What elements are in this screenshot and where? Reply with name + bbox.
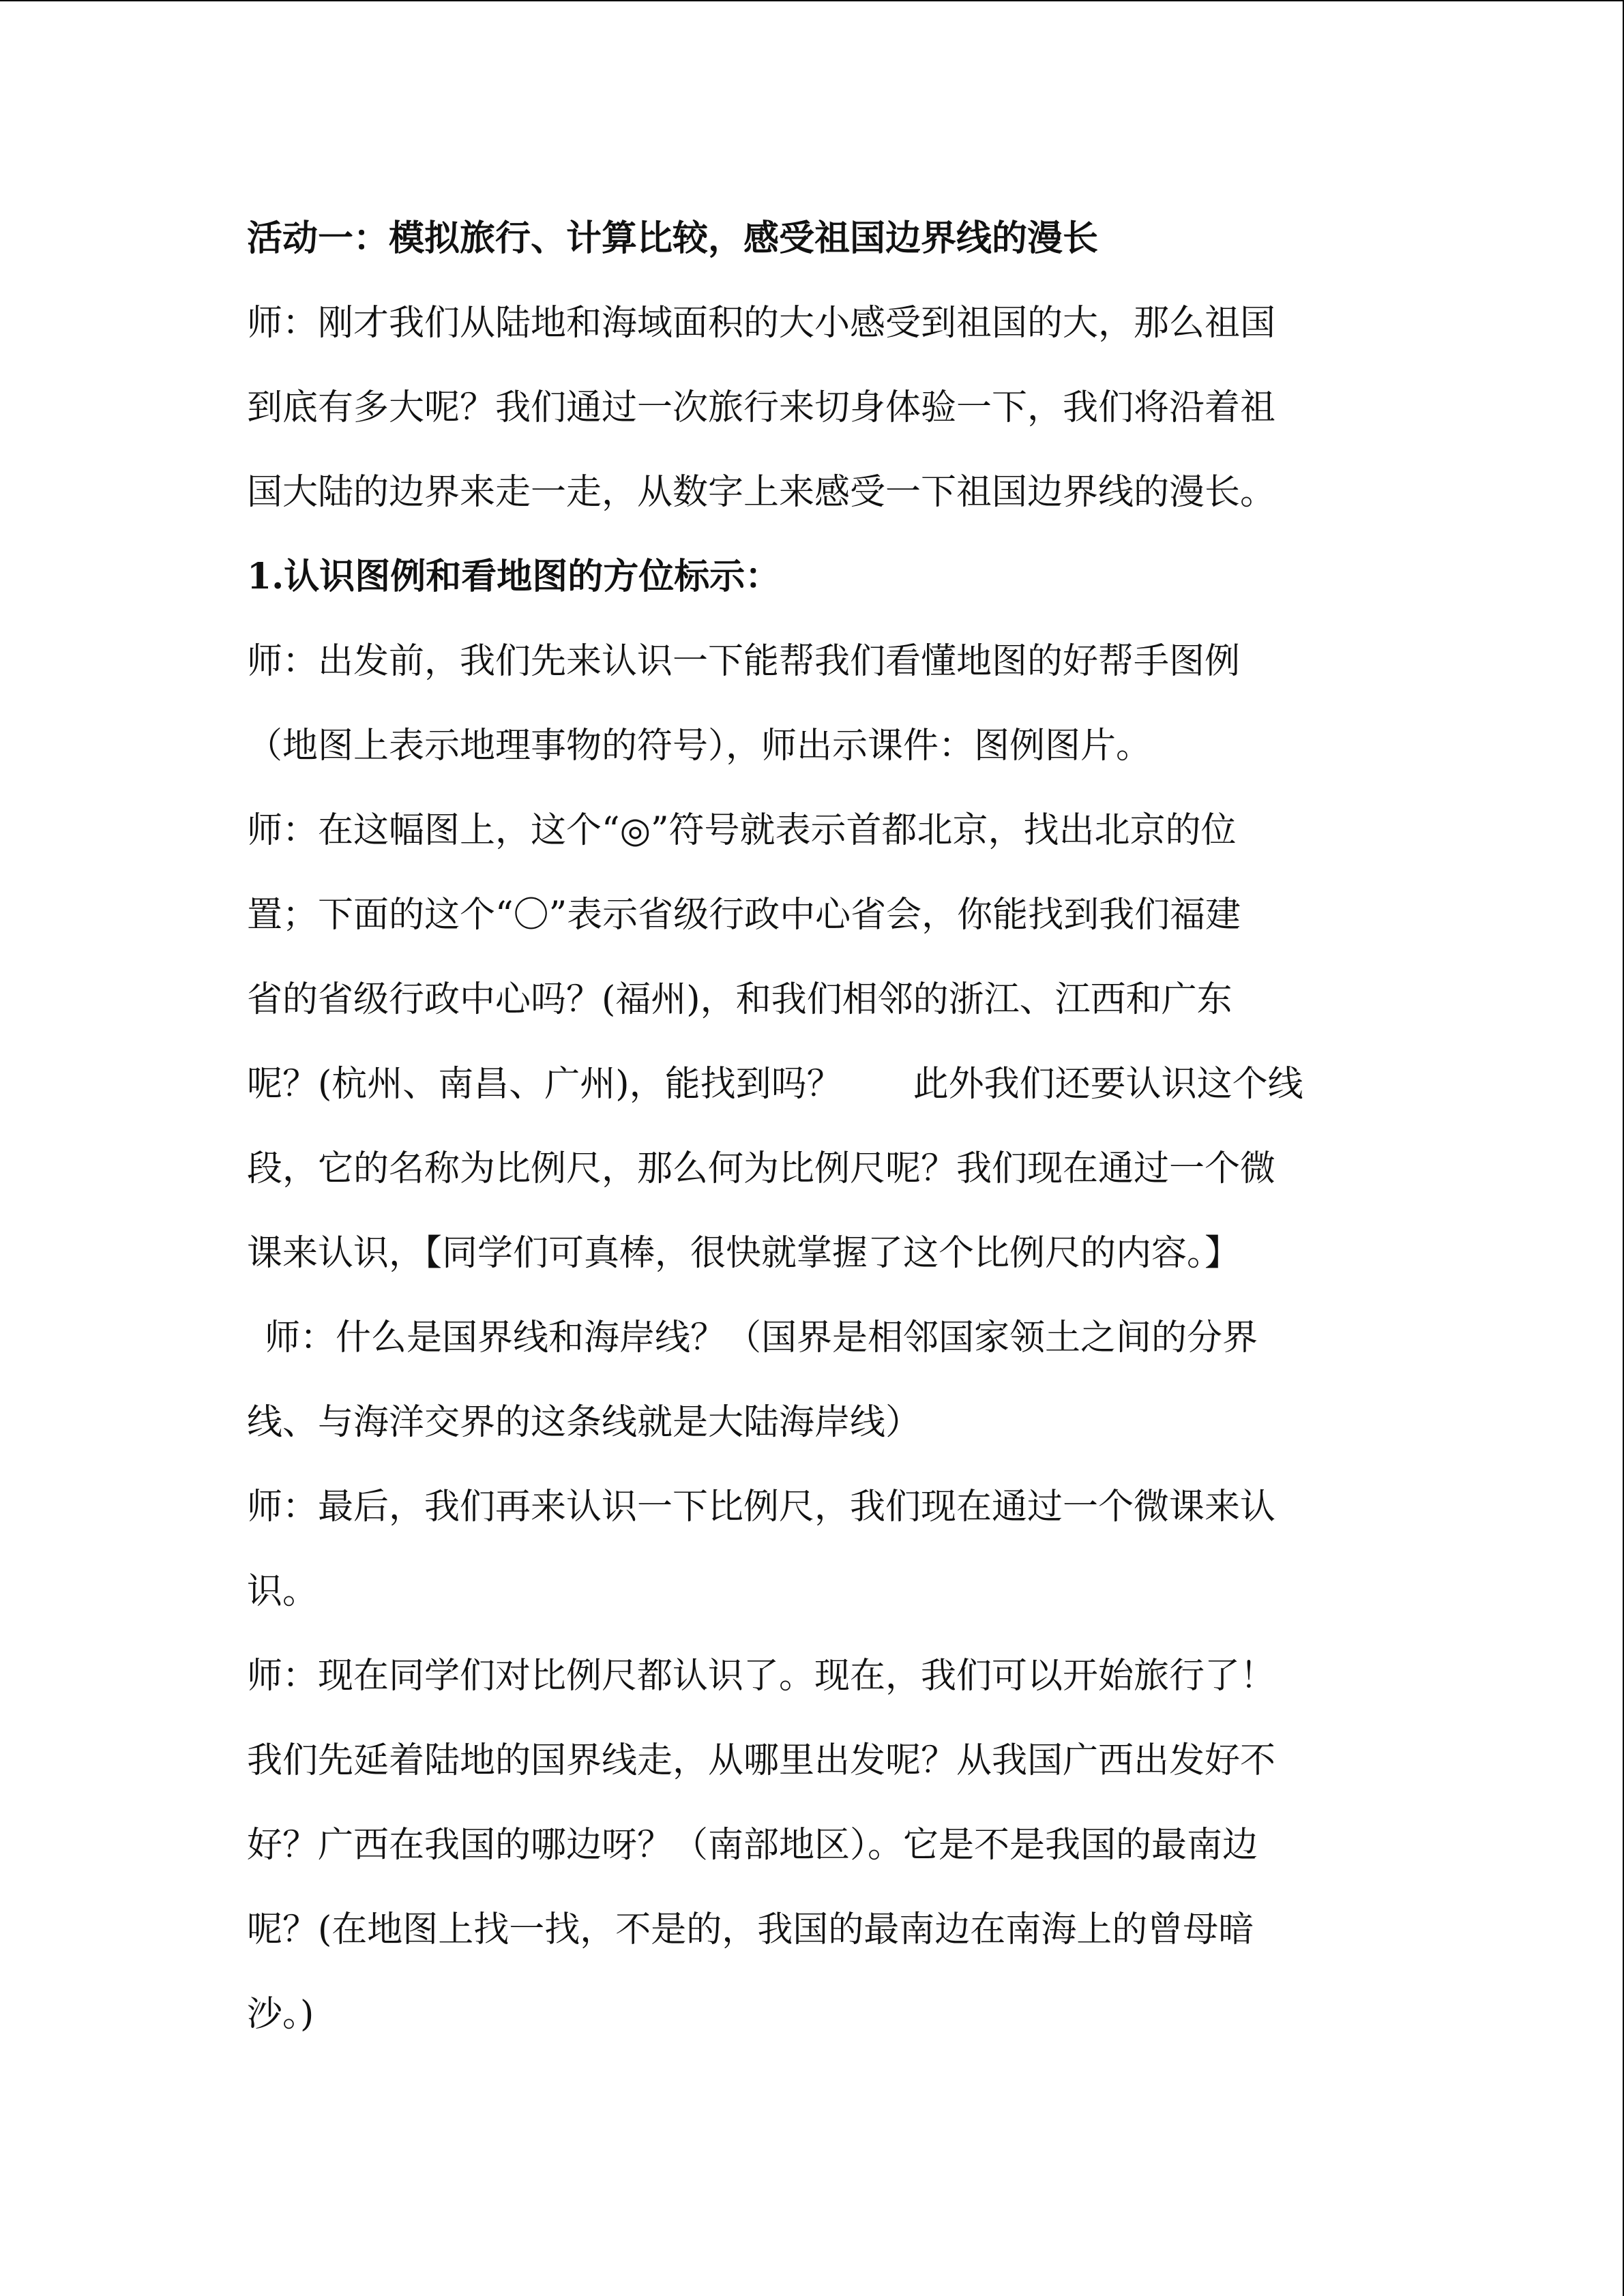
page-top-border [0,0,1624,1]
paragraph-line: 呢？(在地图上找一找，不是的，我国的最南边在南海上的曾母暗 [247,1909,1254,1950]
paragraph-line: 呢？(杭州、南昌、广州)，能找到吗？ 此外我们还要认识这个线 [247,1064,1303,1105]
paragraph-line: 省的省级行政中心吗？(福州)，和我们相邻的浙江、江西和广东 [247,979,1232,1020]
paragraph-line: 到底有多大呢？我们通过一次旅行来切身体验一下，我们将沿着祖 [247,387,1276,428]
paragraph-line: 师：刚才我们从陆地和海域面积的大小感受到祖国的大，那么祖国 [247,303,1276,344]
paragraph-line: 师：最后，我们再来认识一下比例尺，我们现在通过一个微课来认 [247,1487,1276,1527]
paragraph-line: 师：什么是国界线和海岸线？（国界是相邻国家领土之间的分界 [265,1317,1258,1358]
paragraph-line: 国大陆的边界来走一走，从数字上来感受一下祖国边界线的漫长。 [247,472,1276,513]
paragraph-line: 师：现在同学们对比例尺都认识了。现在，我们可以开始旅行了！ [247,1656,1276,1697]
paragraph-line: 线、与海洋交界的这条线就是大陆海岸线） [247,1402,921,1443]
paragraph-line: 师：出发前，我们先来认识一下能帮我们看懂地图的好帮手图例 [247,641,1241,682]
paragraph-line: 置；下面的这个“〇”表示省级行政中心省会，你能找到我们福建 [247,895,1241,936]
paragraph-line: 好？广西在我国的哪边呀？（南部地区）。它是不是我国的最南边 [247,1825,1258,1866]
paragraph-line: 沙。) [247,1994,314,2035]
paragraph-line: 师：在这幅图上，这个“◎”符号就表示首都北京，找出北京的位 [247,810,1237,851]
paragraph-line: （地图上表示地理事物的符号），师出示课件：图例图片。 [247,726,1152,766]
paragraph-line: 我们先延着陆地的国界线走，从哪里出发呢？从我国广西出发好不 [247,1740,1276,1781]
activity-heading: 活动一：模拟旅行、计算比较，感受祖国边界线的漫长 [247,218,1099,259]
paragraph-line: 课来认识，【同学们可真棒，很快就掌握了这个比例尺的内容。】 [247,1233,1241,1274]
section-heading: 1.认识图例和看地图的方位标示： [247,556,781,597]
paragraph-line: 段，它的名称为比例尺，那么何为比例尺呢？我们现在通过一个微 [247,1148,1276,1189]
paragraph-line: 识。 [247,1571,319,1612]
